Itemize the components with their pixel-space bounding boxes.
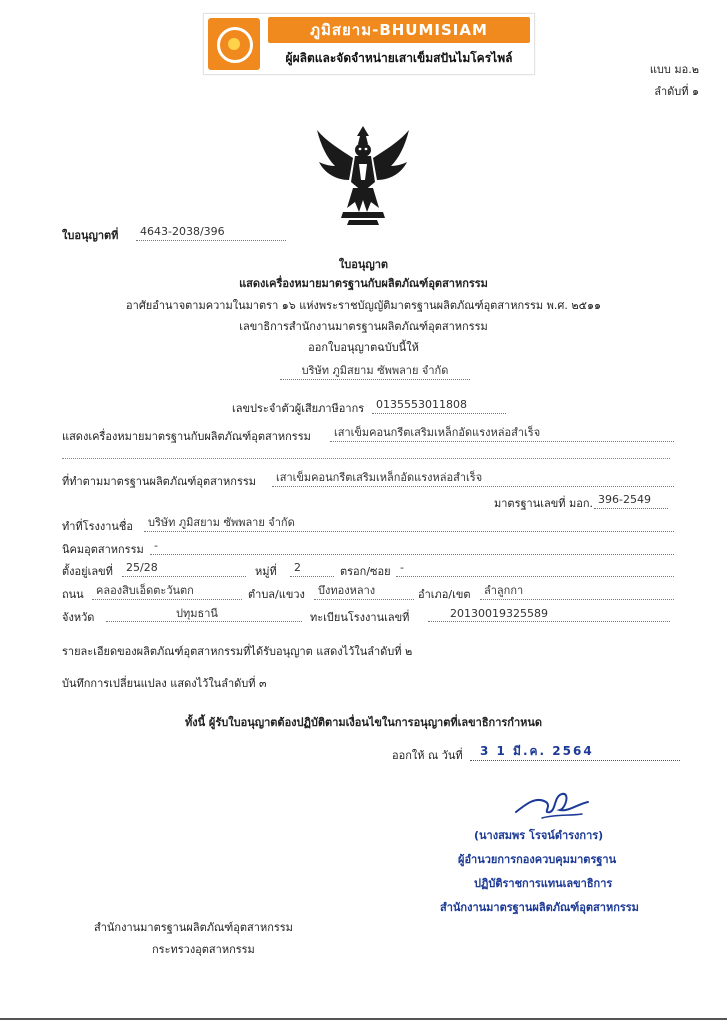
mark-label: แสดงเครื่องหมายมาตรฐานกับผลิตภัณฑ์อุตสาหกรรม	[62, 430, 311, 443]
doc-title: ใบอนุญาต	[338, 258, 389, 271]
province-value: ปทุมธานี	[106, 606, 302, 622]
issue-date-value: 3 1 มี.ค. 2564	[470, 742, 680, 761]
estate-label: นิคมอุตสาหกรรม	[62, 543, 144, 556]
address-value: 25/28	[122, 560, 246, 577]
issue-to-text: ออกใบอนุญาตฉบับนี้ให้	[308, 341, 419, 354]
detail-note: รายละเอียดของผลิตภัณฑ์อุตสาหกรรมที่ได้รับอนุญาต แสดงไว้ในลำดับที่ ๒	[62, 645, 413, 658]
signer-position: ผู้อำนวยการกองควบคุมมาตรฐาน	[458, 853, 617, 866]
authority-text: อาศัยอำนาจตามความในมาตรา ๑๖ แห่งพระราชบัญญัติมาตรฐานผลิตภัณฑ์อุตสาหกรรม พ.ศ. ๒๕๑๑	[126, 299, 601, 312]
company-name: บริษัท ภูมิสยาม ซัพพลาย จำกัด	[280, 363, 470, 380]
changes-note: บันทึกการเปลี่ยนแปลง แสดงไว้ในลำดับที่ ๓	[62, 677, 267, 690]
amphoe-value: ลำลูกกา	[480, 583, 674, 600]
road-label: ถนน	[62, 588, 84, 601]
standard-number-value: 396-2549	[594, 492, 668, 509]
signer-name: (นางสมพร โรจน์ดำรงการ)	[474, 829, 604, 842]
bhumisiam-logo-icon	[208, 18, 260, 70]
conform-product: เสาเข็มคอนกรีตเสริมเหล็กอัดแรงหล่อสำเร็จ	[272, 470, 674, 487]
garuda-emblem-icon	[313, 122, 413, 227]
issue-date-label: ออกให้ ณ วันที่	[392, 749, 463, 762]
conform-label: ที่ทำตามมาตรฐานผลิตภัณฑ์อุตสาหกรรม	[62, 475, 257, 488]
order-number: ลำดับที่ ๑	[654, 85, 699, 98]
secretary-text: เลขาธิการสำนักงานมาตรฐานผลิตภัณฑ์อุตสาหกรรม	[239, 320, 488, 333]
license-number-value: 4643-2038/396	[136, 224, 286, 241]
estate-value: -	[150, 538, 674, 555]
tax-id-label: เลขประจำตัวผู้เสียภาษีอากร	[232, 402, 365, 415]
condition-note: ทั้งนี้ ผู้รับใบอนุญาตต้องปฏิบัติตามเงื่อนไขในการอนุญาตที่เลขาธิการกำหนด	[184, 716, 543, 729]
factory-reg-value: 20130019325589	[428, 606, 670, 622]
mark-product: เสาเข็มคอนกรีตเสริมเหล็กอัดแรงหล่อสำเร็จ	[330, 425, 674, 442]
doc-subtitle: แสดงเครื่องหมายมาตรฐานกับผลิตภัณฑ์อุตสาหกรรม	[239, 277, 488, 290]
standard-number-label: มาตรฐานเลขที่ มอก.	[494, 497, 594, 510]
factory-name-label: ทำที่โรงงานชื่อ	[62, 520, 134, 533]
address-label: ตั้งอยู่เลขที่	[62, 565, 113, 578]
footer-ministry: กระทรวงอุตสาหกรรม	[152, 943, 255, 956]
company-logo-banner	[203, 13, 535, 75]
signer-office: สำนักงานมาตรฐานผลิตภัณฑ์อุตสาหกรรม	[440, 901, 639, 914]
road-value: คลองสิบเอ็ดตะวันตก	[92, 583, 242, 600]
tambon-value: บึงทองหลาง	[314, 583, 414, 600]
province-label: จังหวัด	[62, 611, 95, 624]
bottom-border	[0, 1018, 727, 1020]
moo-label: หมู่ที่	[255, 565, 277, 578]
tambon-label: ตำบล/แขวง	[248, 588, 305, 601]
amphoe-label: อำเภอ/เขต	[418, 588, 471, 601]
license-number-label: ใบอนุญาตที่	[62, 229, 119, 242]
factory-reg-label: ทะเบียนโรงงานเลขที่	[310, 611, 410, 624]
footer-office: สำนักงานมาตรฐานผลิตภัณฑ์อุตสาหกรรม	[94, 921, 293, 934]
soi-label: ตรอก/ซอย	[340, 565, 391, 578]
tax-id-value: 0135553011808	[372, 397, 506, 414]
signer-acting: ปฏิบัติราชการแทนเลขาธิการ	[474, 877, 613, 890]
soi-value: -	[396, 560, 674, 577]
logo-title: ภูมิสยาม-BHUMISIAM	[268, 17, 530, 43]
blank-line	[62, 458, 670, 459]
moo-value: 2	[290, 560, 334, 577]
form-code: แบบ มอ.๒	[649, 63, 699, 76]
factory-name-value: บริษัท ภูมิสยาม ซัพพลาย จำกัด	[144, 515, 674, 532]
logo-subtitle: ผู้ผลิตและจัดจำหน่ายเสาเข็มสปันไมโครไพล์	[285, 51, 513, 65]
signature-icon	[512, 782, 592, 822]
